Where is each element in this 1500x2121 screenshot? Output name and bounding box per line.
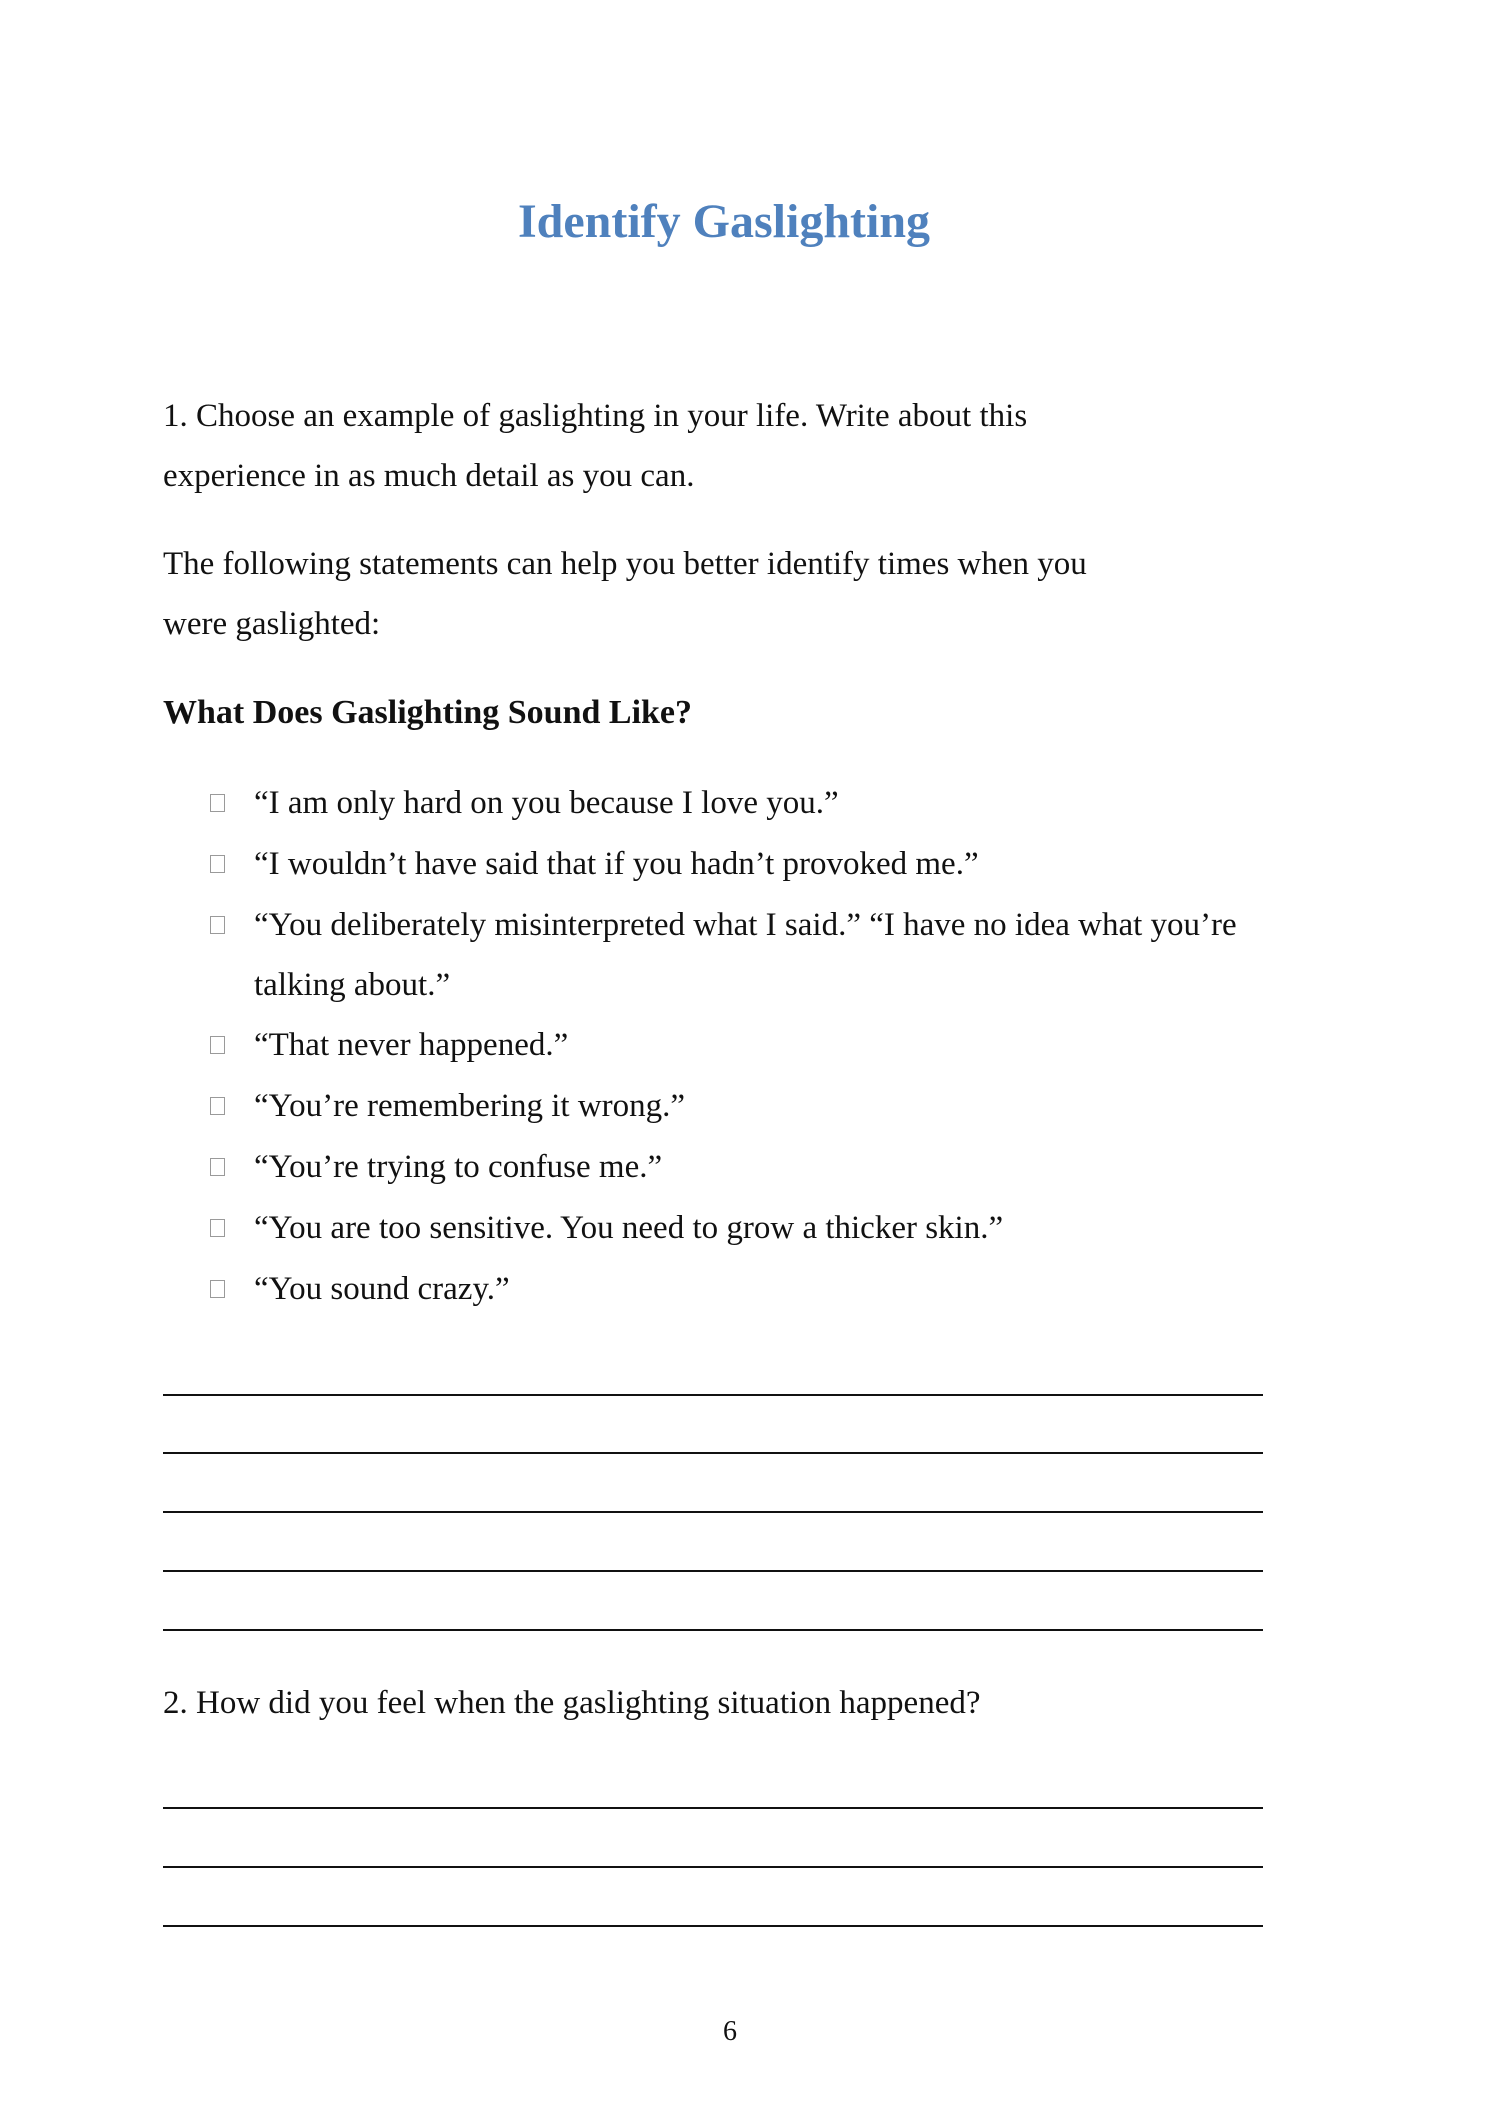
statement-text: “You’re remembering it wrong.” <box>254 1088 686 1124</box>
statement-text: “I am only hard on you because I love you.” <box>254 785 839 821</box>
statement-item <box>208 1259 1288 1320</box>
statement-text: “I wouldn’t have said that if you hadn’t provoked me.” <box>254 846 979 882</box>
answer-line[interactable] <box>163 1394 1263 1396</box>
answer-line[interactable] <box>163 1925 1263 1927</box>
checkbox[interactable] <box>210 855 225 873</box>
statement-text: “You deliberately misinterpreted what I said.” “I have no idea what you’re talking about.” <box>254 907 1237 1003</box>
statement-item <box>208 1015 1288 1076</box>
question-1-line-2: experience in as much detail as you can. <box>163 458 695 494</box>
statement-text: “You’re trying to confuse me.” <box>254 1149 663 1185</box>
checkbox[interactable] <box>210 1219 225 1237</box>
checkbox[interactable] <box>210 1036 225 1054</box>
page-title: Identify Gaslighting <box>517 195 931 248</box>
answer-line[interactable] <box>163 1511 1263 1513</box>
checkbox[interactable] <box>210 1280 225 1298</box>
answer-line[interactable] <box>163 1807 1263 1809</box>
intro-line-2: were gaslighted: <box>163 606 381 642</box>
statement-item <box>208 895 1288 1015</box>
checkbox[interactable] <box>210 916 225 934</box>
statement-item <box>208 1198 1288 1259</box>
intro-line-1: The following statements can help you better identify times when you <box>163 546 1087 582</box>
answer-line[interactable] <box>163 1570 1263 1572</box>
statement-item <box>208 834 1288 895</box>
checkbox[interactable] <box>210 794 225 812</box>
statement-checklist <box>208 773 1288 1320</box>
statement-item <box>208 1137 1288 1198</box>
answer-line[interactable] <box>163 1452 1263 1454</box>
question-2: 2. How did you feel when the gaslighting situation happened? <box>163 1685 981 1721</box>
statement-item <box>208 773 1288 834</box>
answer-line[interactable] <box>163 1629 1263 1631</box>
statement-item <box>208 1076 1288 1137</box>
answer-line[interactable] <box>163 1866 1263 1868</box>
statement-text: “That never happened.” <box>254 1027 569 1063</box>
checkbox[interactable] <box>210 1158 225 1176</box>
statement-text: “You are too sensitive. You need to grow a thicker skin.” <box>254 1210 1004 1246</box>
section-heading: What Does Gaslighting Sound Like? <box>163 694 693 731</box>
statement-text: “You sound crazy.” <box>254 1271 510 1307</box>
checkbox[interactable] <box>210 1097 225 1115</box>
question-1-line-1: 1. Choose an example of gaslighting in your life. Write about this <box>163 398 1028 434</box>
page-number: 6 <box>723 2016 737 2047</box>
